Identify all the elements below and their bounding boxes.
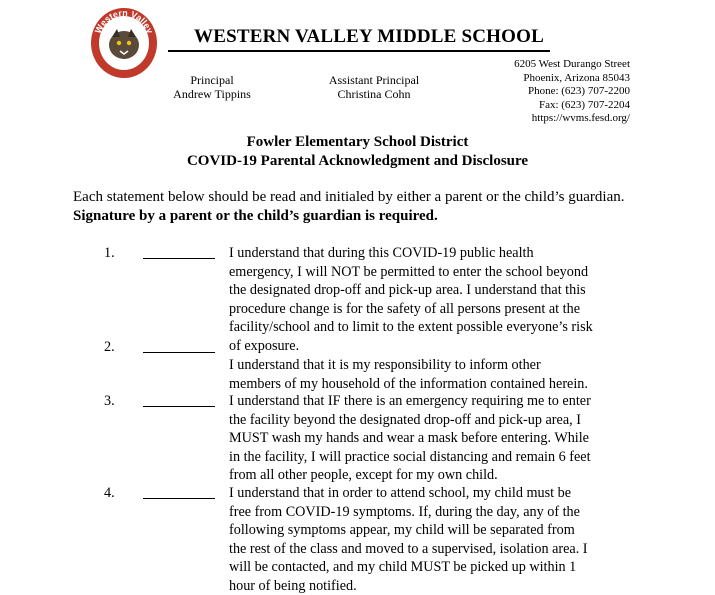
initials-blank[interactable] [143,498,215,499]
address-url: https://wvms.fesd.org/ [495,112,630,126]
item-line: I understand that during this COVID-19 public health [229,244,643,263]
assistant-principal-name: Christina Cohn [318,87,430,101]
svg-text:Schools: Schools [108,59,140,72]
address-city: Phoenix, Arizona 85043 [495,72,630,86]
item-line: MUST wash my hands and wear a mask before entering. While [229,429,643,448]
svg-text:Western Valley: Western Valley [93,8,155,35]
item-text [229,392,643,485]
item-line: I understand that in order to attend school, my child must be [229,484,643,503]
item-line: the rest of the class and moved to a supervised, isolation area. I [229,540,643,559]
document-title: COVID-19 Parental Acknowledgment and Disclosure [0,152,715,171]
principal-name: Andrew Tippins [168,87,256,101]
principal-block [168,73,256,101]
item-line: I understand that IF there is an emergency requiring me to enter [229,392,643,411]
item-line: the designated drop-off and pick-up area. I understand that this [229,281,643,300]
item-line: emergency, I will NOT be permitted to enter the school beyond [229,263,643,282]
school-name: WESTERN VALLEY MIDDLE SCHOOL [194,26,544,48]
district-name: Fowler Elementary School District [0,133,715,152]
school-address [495,58,630,126]
address-phone: Phone: (623) 707-2200 [495,85,630,99]
item-line: hour of being notified. [229,577,643,595]
item-line: procedure change is for the safety of all persons present at the [229,300,643,319]
item-number: 3. [104,392,124,411]
assistant-principal-block [318,73,430,101]
principal-title: Principal [168,73,256,87]
item-number: 1. [104,244,124,263]
item-line: members of my household of the information contained herein. [229,375,643,394]
item-line: of exposure. [229,337,643,356]
item-line: from all other people, except for my own child. [229,466,643,485]
intro-text: Each statement below should be read and initialed by either a parent or the child’s guardian. [73,189,624,205]
address-street: 6205 West Durango Street [495,58,630,72]
item-line: the facility beyond the designated drop-off and pick-up area, I [229,411,643,430]
logo-seal-icon [90,7,158,79]
item-number: 2. [104,338,124,357]
initials-blank[interactable] [143,406,215,407]
header-divider [168,50,550,52]
initials-blank[interactable] [143,258,215,259]
item-line: I understand that it is my responsibility to inform other [229,356,643,375]
item-line: following symptoms appear, my child will be separated from [229,521,643,540]
item-text [229,356,643,393]
item-line: facility/school and to limit to the extent possible everyone’s risk [229,318,643,337]
item-line: free from COVID-19 symptoms. If, during the day, any of the [229,503,643,522]
item-line: in the facility, I will practice social distancing and remain 6 feet [229,448,643,467]
item-line: will be contacted, and my child MUST be picked up within 1 [229,558,643,577]
address-fax: Fax: (623) 707-2204 [495,99,630,113]
item-text [229,484,643,595]
item-text [229,244,643,355]
intro-bold-text: Signature by a parent or the child’s guardian is required. [73,208,438,224]
assistant-principal-title: Assistant Principal [318,73,430,87]
school-logo [90,7,158,79]
intro-paragraph [73,188,643,226]
initials-blank[interactable] [143,352,215,353]
item-number: 4. [104,484,124,503]
